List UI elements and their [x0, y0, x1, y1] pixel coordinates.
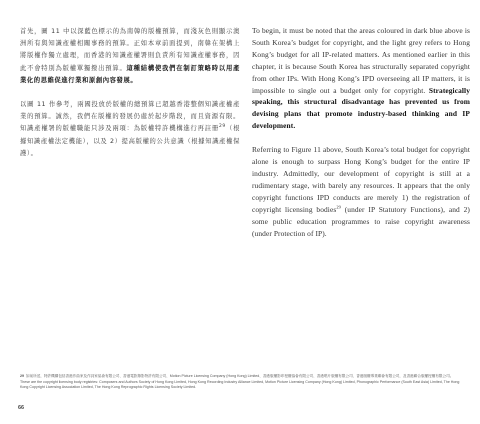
en-p1-text: To begin, it must be noted that the areas coloured in dark blue above is South Korea’s budget for copyright, and the light grey refers to Hong Kong’s budget for all IP-related matters. As mentioned earlier in this chapter, it is because South Korea has structurally separated copyright from other IPs. With Hong Kong’s IPD overseeing all IP matters, it is impossible to single out a budget only for copyright.: [252, 26, 470, 95]
page-number: 66: [18, 405, 25, 411]
zh-p2-text: 以圖 11 作參考，兩國投放於版權的總預算已超越香港整個知識產權產業的預算。誠然，我們在版權的發展仍處於起步階段，而且資源有限。知識產權署的版權職能只涉及兩項：為版權特許機構進行再註冊: [20, 101, 240, 133]
zh-footnote-ref[interactable]: 29: [218, 124, 226, 130]
chinese-column: [20, 26, 240, 160]
footnote-zh: [20, 374, 466, 379]
footnote-zh-text: 如前所述，特許機構包括香港作曲家及作詞家協會有限公司、香港電影錄影特許有限公司、Motion Picture Licensing Company (Hong Kong) Limited、香港版權影印授權協會有限公司、香港唱片版權有限公司、香港版權專業聯會有限公司，及香港聯合版權授權有限公司。: [26, 374, 454, 378]
en-p1-emphasis: Strategically speaking, this structural disadvantage has prevented us from devising plans that promote industry-based thinking and IP development.: [252, 85, 470, 131]
footnote-en: [20, 380, 466, 390]
en-p2-text-cont: (under IP Statutory Functions), and 2) some public education programmes to raise copyright awareness (under Protection of IP).: [252, 204, 470, 238]
zh-paragraph-1: [20, 26, 240, 87]
en-footnote-ref[interactable]: 29: [336, 204, 341, 210]
en-p2-text: Referring to Figure 11 above, South Korea’s total budget for copyright alone is enough to surpass Hong Kong’s budget for the entire IP industry. Admittedly, our development of copyright is still at a rudimentary stage, with barely any resources. It appears that the only copyright functions IPD conducts are merely 1) the registration of copyright licensing bodies: [252, 145, 470, 214]
zh-paragraph-2: [20, 99, 240, 160]
footnote: [20, 374, 466, 391]
en-paragraph-1: [252, 25, 470, 132]
zh-p2-text-cont: （根據知識產權法定機能），以及 2）提高版權的公共意識（根據知識產權保護）。: [20, 125, 240, 157]
english-column: [252, 25, 470, 239]
footnote-en-text: These are the copyright licensing body registries: Composers and Authors Society of Hong Kong Limited, Hong Kong Recording Industry Alliance Limited, Motion Picture Licensing Company (Hong Kong) Limited, Phonographic Performance (South East Asia) Limited, The Hong Kong Copyright Licensing Association Limited, The Hong Kong Reprographic Rights Licensing Society Limited.: [20, 380, 460, 389]
en-paragraph-2: [252, 144, 470, 239]
footnote-number: 29: [20, 374, 24, 378]
zh-p1-emphasis: 這種結構使我們在制訂策略時以用產業化的思維促進行業和原創內容發展。: [20, 64, 240, 84]
zh-p1-text: 首先，圖 11 中以深藍色標示的為南韓的版權預算，而淺灰色則顯示澳洲所有與知識產權相關事務的預算。正如本章前面提到，南韓在架構上將版權作獨立處理，而香港的知識產權署則負責所有知識產權事務，因此不會特別為版權單獨撥出預算。: [20, 28, 240, 72]
